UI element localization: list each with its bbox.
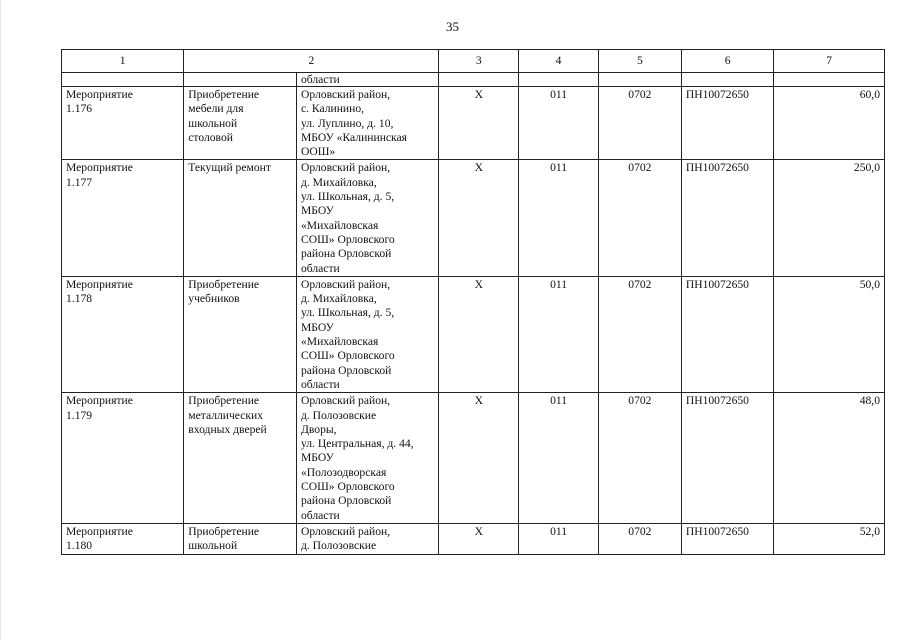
description-cell: Приобретение мебели для школьной столовой xyxy=(184,87,297,160)
amount-cell: 48,0 xyxy=(774,393,885,524)
column-header-7: 7 xyxy=(774,50,885,73)
mark-cell: Х xyxy=(439,160,519,276)
ministry-code-cell: 011 xyxy=(519,276,599,392)
column-header-2: 2 xyxy=(184,50,439,73)
table-row xyxy=(62,160,885,276)
ministry-code-cell: 011 xyxy=(519,393,599,524)
ministry-code-cell: 011 xyxy=(519,523,599,554)
mark-cell: Х xyxy=(439,276,519,392)
table-row xyxy=(62,87,885,160)
address-cell: Орловский район, с. Калинино, ул. Луплино, д. 10, МБОУ «Калининская ООШ» xyxy=(296,87,438,160)
address-cell: Орловский район, д. Полозовские Дворы, ул. Центральная, д. 44, МБОУ «Полозодворская СОШ» Орловского района Орловской области xyxy=(296,393,438,524)
event-cell: Мероприятие 1.179 xyxy=(62,393,184,524)
ministry-code-cell: 011 xyxy=(519,87,599,160)
continuation-row xyxy=(62,73,885,87)
amount-cell: 52,0 xyxy=(774,523,885,554)
mark-cell: Х xyxy=(439,87,519,160)
amount-cell: 50,0 xyxy=(774,276,885,392)
target-code-cell: ПН10072650 xyxy=(681,276,774,392)
event-cell: Мероприятие 1.176 xyxy=(62,87,184,160)
description-cell: Приобретение учебников xyxy=(184,276,297,392)
section-code-cell: 0702 xyxy=(598,160,681,276)
section-code-cell: 0702 xyxy=(598,276,681,392)
table-row xyxy=(62,523,885,554)
target-code-cell: ПН10072650 xyxy=(681,160,774,276)
column-header-6: 6 xyxy=(681,50,774,73)
column-header-1: 1 xyxy=(62,50,184,73)
column-header-5: 5 xyxy=(598,50,681,73)
table-row xyxy=(62,393,885,524)
mark-cell: Х xyxy=(439,523,519,554)
table-row xyxy=(62,276,885,392)
section-code-cell: 0702 xyxy=(598,393,681,524)
address-cell: Орловский район, д. Михайловка, ул. Школьная, д. 5, МБОУ «Михайловская СОШ» Орловского района Орловской области xyxy=(296,160,438,276)
scan-edge xyxy=(0,0,1,640)
description-cell: Приобретение школьной xyxy=(184,523,297,554)
column-header-4: 4 xyxy=(519,50,599,73)
section-code-cell: 0702 xyxy=(598,87,681,160)
address-cell: Орловский район, д. Михайловка, ул. Школьная, д. 5, МБОУ «Михайловская СОШ» Орловского района Орловской области xyxy=(296,276,438,392)
column-header-3: 3 xyxy=(439,50,519,73)
target-code-cell: ПН10072650 xyxy=(681,523,774,554)
address-cell: Орловский район, д. Полозовские xyxy=(296,523,438,554)
target-code-cell: ПН10072650 xyxy=(681,87,774,160)
description-cell: Текущий ремонт xyxy=(184,160,297,276)
target-code-cell: ПН10072650 xyxy=(681,393,774,524)
table-header-row xyxy=(62,50,885,73)
event-cell: Мероприятие 1.178 xyxy=(62,276,184,392)
amount-cell: 250,0 xyxy=(774,160,885,276)
amount-cell: 60,0 xyxy=(774,87,885,160)
description-cell: Приобретение металлических входных дверей xyxy=(184,393,297,524)
ministry-code-cell: 011 xyxy=(519,160,599,276)
event-cell: Мероприятие 1.180 xyxy=(62,523,184,554)
budget-table xyxy=(61,49,885,555)
page-number: 35 xyxy=(446,19,459,34)
event-cell: Мероприятие 1.177 xyxy=(62,160,184,276)
mark-cell: Х xyxy=(439,393,519,524)
section-code-cell: 0702 xyxy=(598,523,681,554)
address-cell: области xyxy=(296,73,438,87)
